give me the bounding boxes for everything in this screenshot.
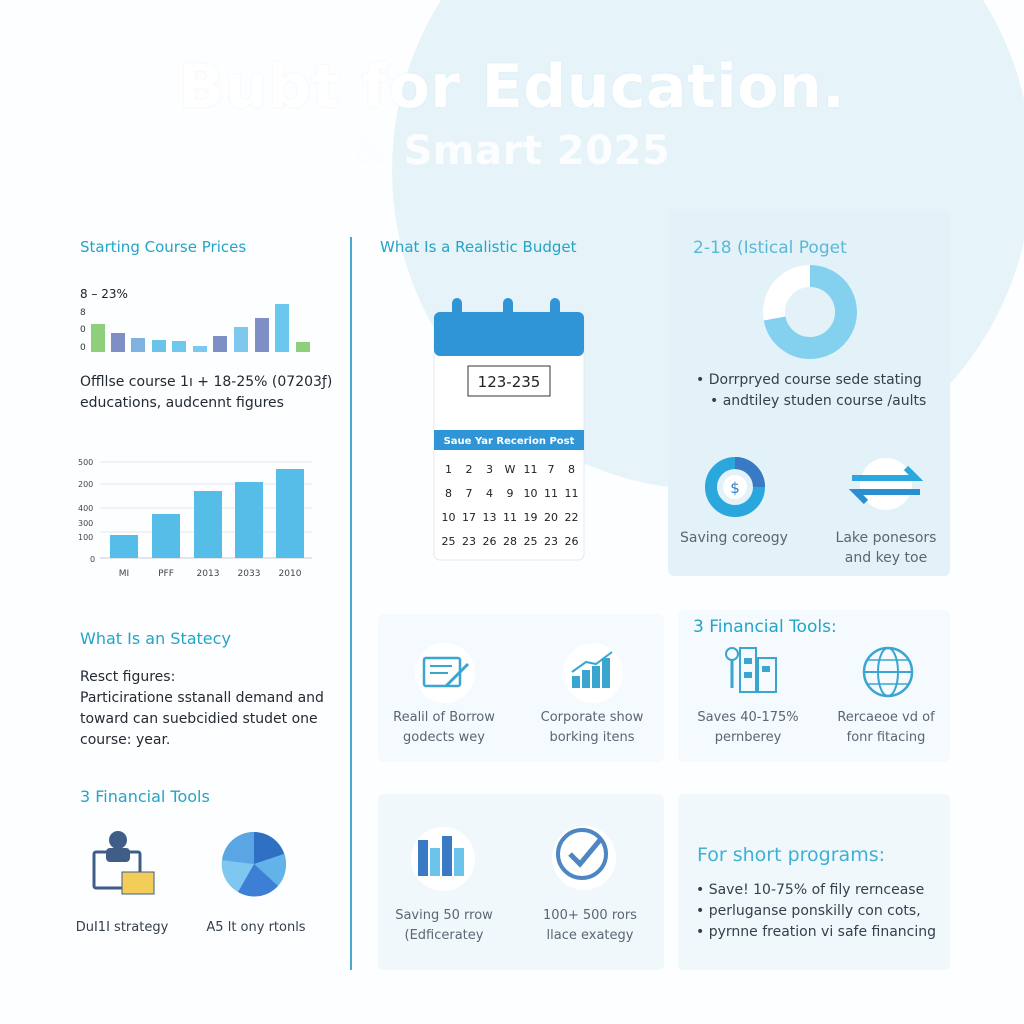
tool-caption: DuI1I strategy: [75, 920, 169, 935]
mini-bar-chart: [78, 284, 318, 356]
bullet-item: • andtiley studen course /aults: [696, 391, 926, 412]
card-caption: [520, 906, 660, 946]
caption-line: Lake ponesors: [835, 530, 937, 546]
caption-line: pernberey: [714, 730, 782, 745]
card-caption: [378, 906, 510, 946]
calendar-day[interactable]: 9: [506, 487, 514, 500]
bullet-item: • pyrnne freation vi safe financing: [696, 922, 936, 943]
column-divider: [350, 237, 352, 970]
caption-line: and key toe: [844, 550, 928, 566]
bar: [152, 514, 180, 558]
calendar-day[interactable]: 10: [523, 487, 538, 500]
calendar-day[interactable]: 28: [503, 535, 517, 548]
caption-line: Realil of Borrow: [393, 710, 495, 725]
paragraph-prices: [80, 372, 332, 414]
mini-bar: [275, 304, 289, 352]
calendar-day[interactable]: 19: [523, 511, 538, 524]
paragraph-line: Resct figures:: [80, 669, 176, 685]
document-pen-icon: [414, 642, 476, 704]
y-tick-label: 300: [78, 519, 94, 528]
calendar-row: [440, 530, 580, 554]
caption-line: fonr fitacing: [846, 730, 926, 745]
globe-icon: [860, 644, 916, 700]
calendar-row: [440, 506, 580, 530]
bullet-item: • Save! 10-75% of fily rerncease: [696, 880, 936, 901]
bullet-list-budget: [696, 370, 926, 412]
calendar-day[interactable]: 22: [564, 511, 579, 524]
heading-financial-tools: 3 Financial Tools: [80, 787, 210, 806]
mini-chart-label: 8 – 23%: [80, 287, 128, 301]
person-desk-icon: [88, 828, 158, 898]
svg-text:$: $: [730, 479, 740, 497]
icon-caption: [818, 528, 954, 568]
heading-budget-right: 2-18 (Istical Poget: [693, 238, 847, 258]
calendar-day[interactable]: 8: [568, 463, 575, 476]
caption-line: Corporate show: [540, 710, 644, 725]
page-title: Bubt for Education.: [178, 52, 846, 122]
caption-line: Rercaeoe vd of: [837, 710, 935, 725]
caption-line: (Edficeratey: [404, 928, 484, 943]
calendar-day[interactable]: 11: [503, 511, 517, 524]
y-tick-label: 400: [78, 504, 94, 513]
caption-line: godects wey: [403, 730, 485, 745]
svg-text:0: 0: [90, 555, 96, 564]
mini-bar: [296, 342, 310, 352]
caption-line: llace exategy: [546, 928, 634, 943]
calendar-day[interactable]: 26: [564, 535, 579, 548]
calendar-grid: [440, 458, 580, 554]
paragraph-line: Offllse course 1ı + 18-25% (07203ƒ): [80, 374, 333, 390]
x-tick-label: 2033: [237, 569, 261, 579]
tool-card-caption: [818, 708, 954, 748]
dollar-donut-icon: [704, 456, 766, 518]
heading-starting-prices: Starting Course Prices: [80, 238, 247, 256]
paragraph-line: Particiratione sstanall demand and: [80, 690, 324, 706]
bullet-list-short-programs: [696, 880, 936, 943]
calendar-day[interactable]: 25: [523, 535, 538, 548]
page-subtitle: & Smart 2025: [353, 128, 671, 174]
x-tick-label: PFF: [158, 569, 174, 579]
icon-caption: Saving coreogy: [680, 530, 788, 546]
calendar-banner: Saue Yar Recerion Post: [443, 436, 575, 447]
y-tick-label: 500: [78, 458, 94, 467]
calendar-day[interactable]: 4: [486, 487, 493, 500]
calendar-day[interactable]: 20: [544, 511, 558, 524]
mini-bar: [172, 341, 186, 352]
calendar-day[interactable]: 25: [441, 535, 456, 548]
y-tick-label: 100: [78, 533, 94, 542]
card-caption: [526, 708, 658, 748]
caption-line: 100+ 500 rors: [543, 908, 637, 923]
x-tick-label: MI: [118, 569, 130, 579]
mini-chart-tick: 0: [80, 325, 86, 335]
calendar-day[interactable]: 7: [547, 463, 555, 476]
calendar-day[interactable]: W: [504, 463, 516, 476]
paragraph-line: course: year.: [80, 732, 171, 748]
calendar-day[interactable]: 7: [465, 487, 473, 500]
mini-bar: [111, 333, 125, 352]
calendar-day[interactable]: 11: [564, 487, 579, 500]
bar: [194, 491, 222, 558]
caption-line: Saving 50 rrow: [395, 908, 493, 923]
building-person-icon: [720, 644, 780, 696]
checkmark-icon: [550, 824, 618, 892]
mini-chart-tick: 8: [80, 308, 86, 318]
heading-realistic-budget: What Is a Realistic Budget: [380, 238, 577, 256]
paragraph-line: educations, audcennt figures: [80, 395, 284, 411]
mini-bar: [213, 336, 227, 352]
calendar-day[interactable]: 1: [445, 463, 452, 476]
calendar-day[interactable]: 10: [441, 511, 456, 524]
calendar-day[interactable]: 2: [465, 463, 473, 476]
caption-line: borking itens: [549, 730, 635, 745]
mini-bar: [152, 340, 166, 352]
bar: [276, 469, 304, 558]
x-tick-label: 2010: [278, 569, 302, 579]
bar: [235, 482, 263, 558]
calendar-day[interactable]: 8: [445, 487, 452, 500]
calendar-day[interactable]: 11: [544, 487, 558, 500]
donut-chart: [760, 262, 860, 362]
calendar-row: [440, 458, 580, 482]
calendar-day[interactable]: 26: [482, 535, 497, 548]
heading-financial-tools-right: 3 Financial Tools:: [693, 617, 837, 637]
calendar-day[interactable]: 13: [482, 511, 497, 524]
calendar-day[interactable]: 23: [544, 535, 558, 548]
calendar-day[interactable]: 3: [486, 463, 493, 476]
card-caption: [378, 708, 510, 748]
calendar-day[interactable]: 17: [462, 511, 476, 524]
mini-chart-tick: 0: [80, 343, 86, 353]
heading-short-programs: For short programs:: [697, 844, 885, 866]
bar-chart-icon: [410, 826, 476, 892]
x-tick-label: 2013: [196, 569, 220, 579]
y-tick-label: 200: [78, 480, 94, 489]
pie-chart-icon: [220, 830, 288, 898]
bullet-item: • Dorrpryed course sede stating: [696, 370, 926, 391]
mini-bar: [131, 338, 145, 352]
mini-bar: [234, 327, 248, 352]
mini-bar: [255, 318, 269, 352]
paragraph-strategy: [80, 667, 324, 751]
mini-bar: [91, 324, 105, 352]
paragraph-line: toward can suebcidied studet one: [80, 711, 318, 727]
transfer-arrows-icon: [838, 456, 934, 512]
calendar-date: 123-235: [477, 373, 541, 391]
growth-chart-icon: [562, 642, 624, 704]
tool-caption: A5 lt ony rtonls: [206, 920, 306, 935]
bar: [110, 535, 138, 558]
calendar-day[interactable]: 23: [462, 535, 476, 548]
calendar-day[interactable]: 11: [523, 463, 538, 476]
heading-strategy: What Is an Statecy: [80, 629, 231, 648]
tool-card-caption: [680, 708, 816, 748]
bullet-item: • perluganse ponskilly con cots,: [696, 901, 936, 922]
price-bar-chart: [72, 452, 322, 582]
calendar-row: [440, 482, 580, 506]
caption-line: Saves 40-175%: [697, 710, 799, 725]
mini-bar: [193, 346, 207, 352]
